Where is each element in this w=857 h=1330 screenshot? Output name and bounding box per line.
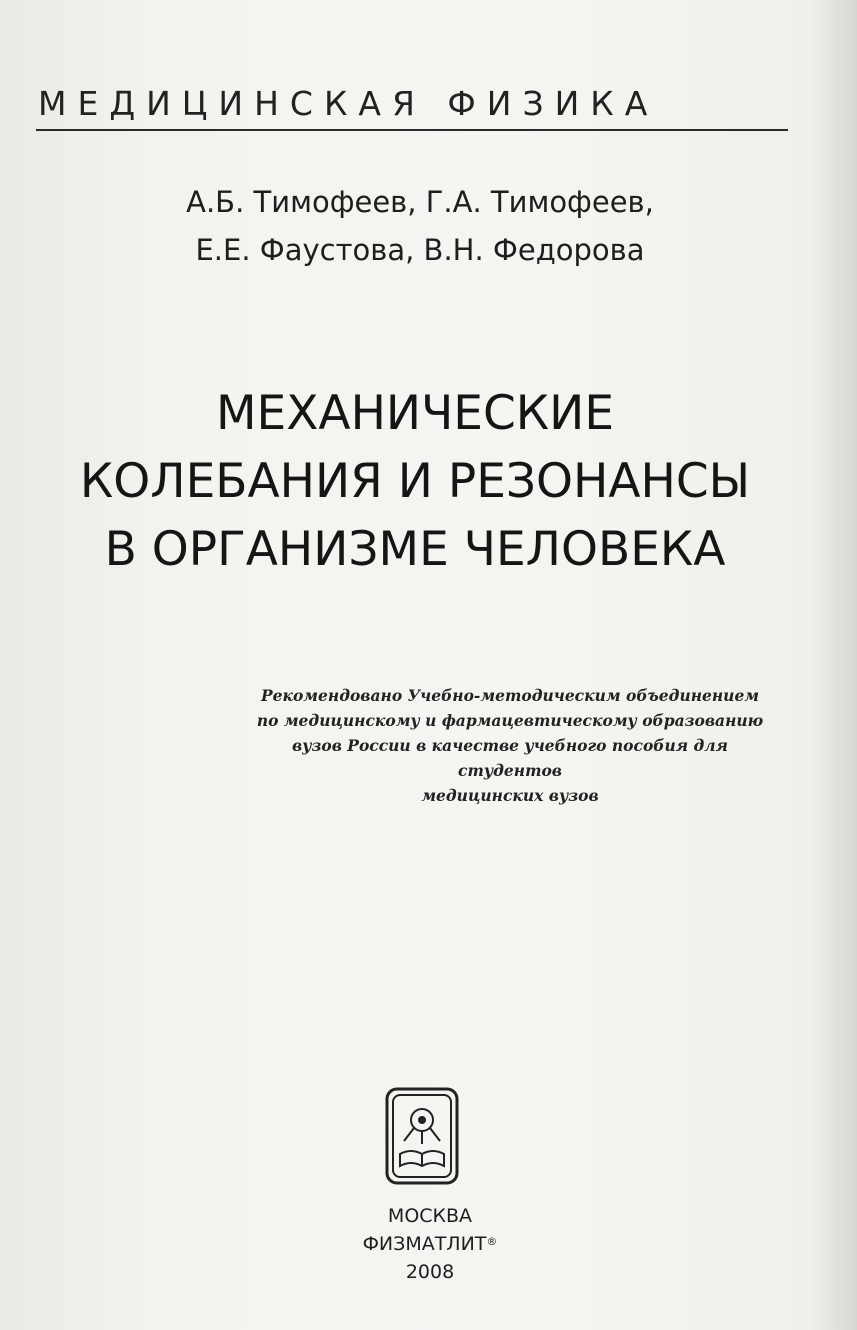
publication-year: 2008 [405,1261,455,1283]
series-rule-divider [36,129,788,131]
authors-block [120,178,720,274]
book-title-line-3: В ОРГАНИЗМЕ ЧЕЛОВЕКА [104,522,726,577]
book-title [20,380,810,584]
publisher-name-line [270,1230,590,1258]
recommendation-line-4: медицинских вузов [421,786,599,805]
authors-line-1: А.Б. Тимофеев, Г.А. Тимофеев, [186,185,654,219]
authors-line-2: Е.Е. Фаустова, В.Н. Федорова [195,233,645,267]
publisher-emblem-icon [384,1086,460,1186]
recommendation-line-2: по медицинскому и фармацевтическому образованию [256,711,764,730]
book-title-line-1: МЕХАНИЧЕСКИЕ [215,386,615,441]
publisher-block [270,1202,590,1286]
recommendation-line-1: Рекомендовано Учебно-методическим объединением [260,686,760,705]
spine-shadow [809,0,857,1330]
recommendation-note [250,683,770,808]
publisher-city: МОСКВА [387,1205,473,1227]
registered-mark: ® [486,1235,498,1248]
publisher-name: ФИЗМАТЛИТ [362,1233,487,1255]
book-title-line-2: КОЛЕБАНИЯ И РЕЗОНАНСЫ [79,454,751,509]
series-title: МЕДИЦИНСКАЯ ФИЗИКА [38,84,659,123]
recommendation-line-3: вузов России в качестве учебного пособия для студентов [292,736,728,780]
